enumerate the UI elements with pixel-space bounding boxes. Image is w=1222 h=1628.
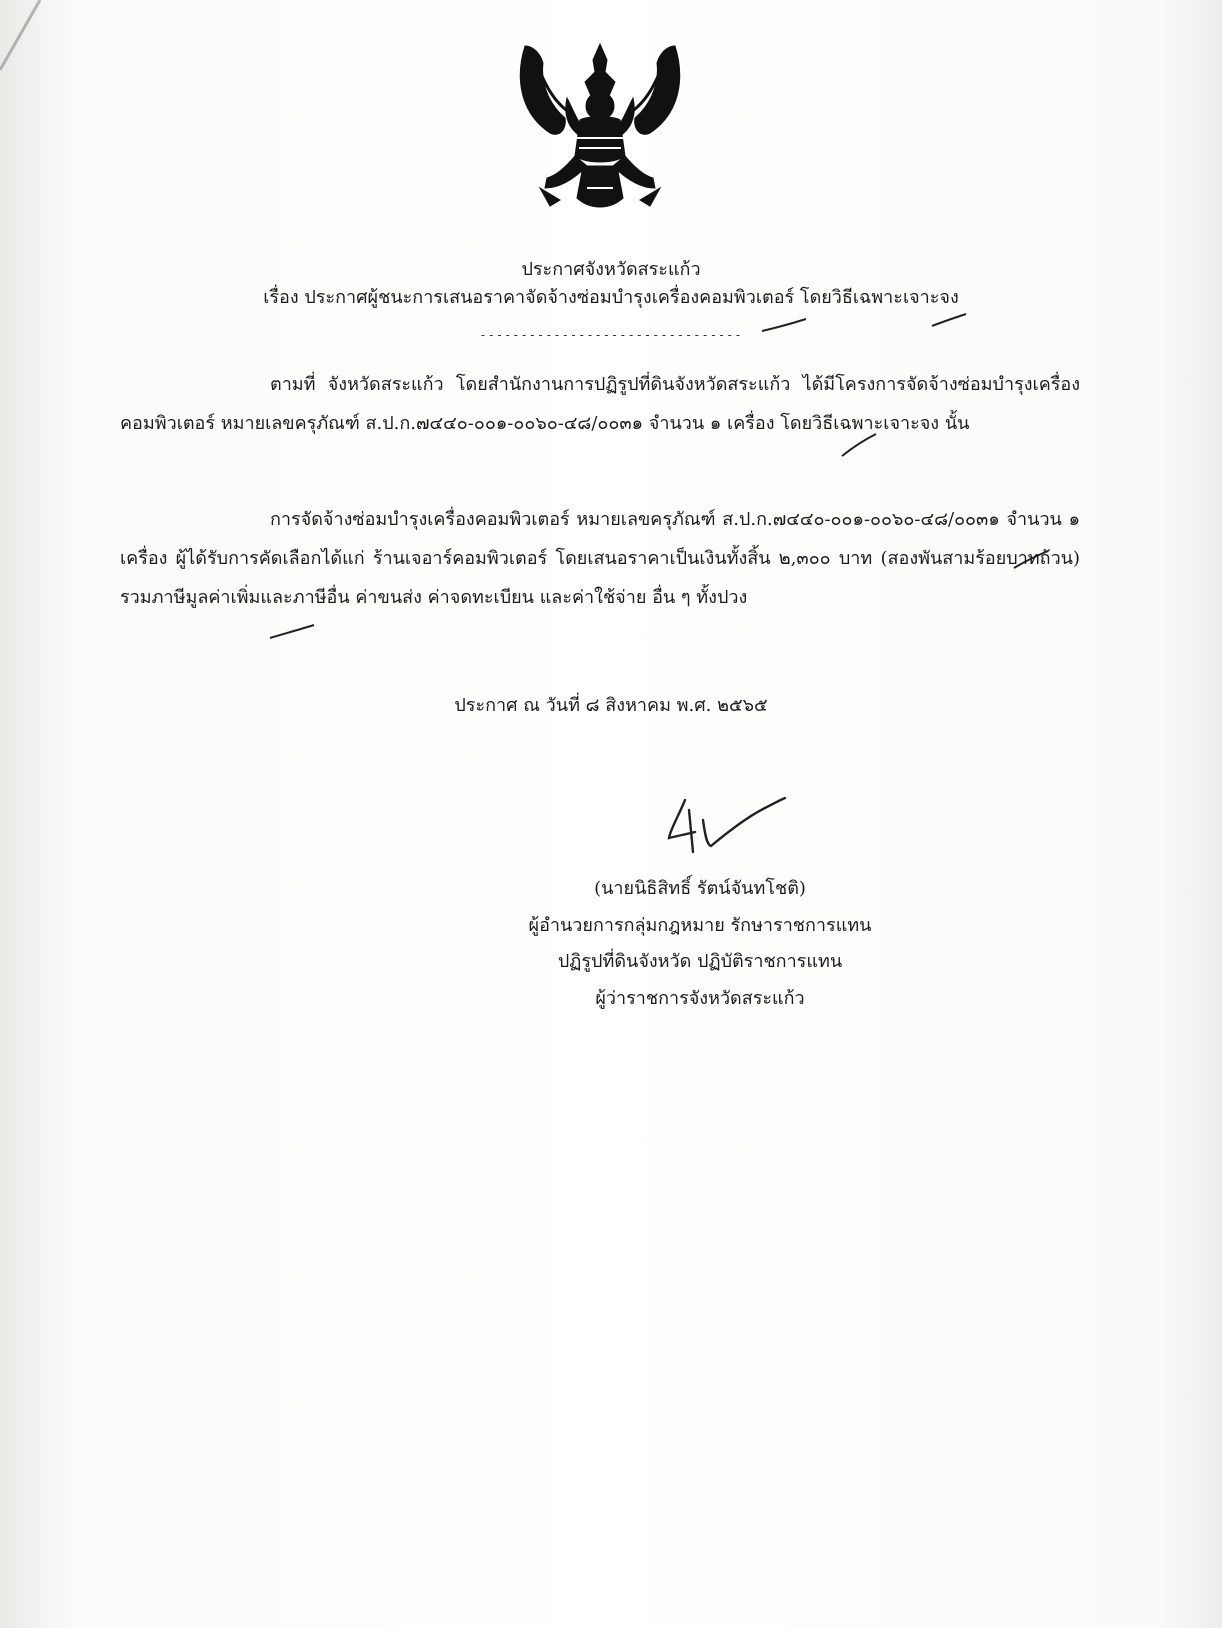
signer-name: (นายนิธิสิทธิ์ รัตน์จันทโชติ) [594,878,806,899]
announcement-date: ประกาศ ณ วันที่ ๘ สิงหาคม พ.ศ. ๒๕๖๕ [454,695,768,716]
title-divider: -------------------------------- [479,328,743,342]
garuda-emblem-icon [505,38,695,218]
handwritten-signature [665,790,805,860]
pen-check-mark [268,622,318,642]
page-fold-shadow [0,0,80,120]
paragraph-award [120,500,1080,617]
signer-position-1: ผู้อำนวยการกลุ่มกฎหมาย รักษาราชการแทน [528,915,872,936]
paragraph-background [120,365,1080,443]
paragraph-award-text: การจัดจ้างซ่อมบำรุงเครื่องคอมพิวเตอร์ หมายเลขครุภัณฑ์ ส.ป.ก.๗๔๔๐-๐๐๑-๐๐๖๐-๔๘/๐๐๓๑ จำนวน ๑ เครื่อง ผู้ได้รับการคัดเลือกได้แก่ ร้านเจอาร์คอมพิวเตอร์ โดยเสนอราคาเป็นเงินทั้งสิ้น ๒,๓๐๐ บาท (สองพันสามร้อยบาทถ้วน) รวมภาษีมูลค่าเพิ่มและภาษีอื่น ค่าขนส่ง ค่าจดทะเบียน และค่าใช้จ่าย อื่น ๆ ทั้งปวง [120,509,1080,608]
signer-position-2: ปฏิรูปที่ดินจังหวัด ปฏิบัติราชการแทน [557,951,843,972]
paragraph-background-text: ตามที่ จังหวัดสระแก้ว โดยสำนักงานการปฏิรูปที่ดินจังหวัดสระแก้ว ได้มีโครงการจัดจ้างซ่อมบำรุงเครื่องคอมพิวเตอร์ หมายเลขครุภัณฑ์ ส.ป.ก.๗๔๔๐-๐๐๑-๐๐๖๐-๔๘/๐๐๓๑ จำนวน ๑ เครื่อง โดยวิธีเฉพาะเจาะจง นั้น [120,374,1080,434]
signer-position-3: ผู้ว่าราชการจังหวัดสระแก้ว [595,988,805,1009]
announcement-subject: เรื่อง ประกาศผู้ชนะการเสนอราคาจัดจ้างซ่อมบำรุงเครื่องคอมพิวเตอร์ โดยวิธีเฉพาะเจาะจง [263,287,959,308]
announcement-title: ประกาศจังหวัดสระแก้ว [521,259,701,280]
